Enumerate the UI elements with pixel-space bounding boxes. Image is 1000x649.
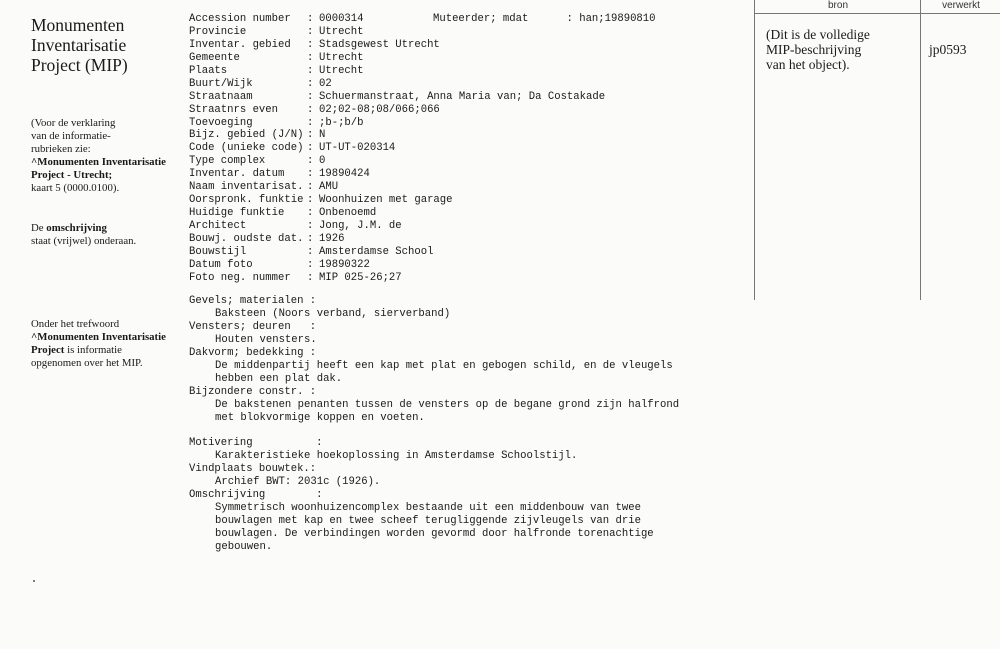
verwerkt-column <box>920 0 1000 300</box>
field-separator: : <box>307 25 314 38</box>
note-line: kaart 5 (0000.0100). <box>31 182 120 194</box>
field-separator: : <box>307 207 314 220</box>
field-separator: : <box>307 181 314 194</box>
record-field-row <box>189 259 749 272</box>
field-label: Oorspronk. funktie <box>189 194 304 207</box>
bron-line: van het object). <box>766 57 850 72</box>
mip-title-line: Project (MIP) <box>31 55 128 75</box>
field-label: Inventar. gebied <box>189 38 291 51</box>
field-separator: : <box>307 38 314 51</box>
field-separator: : <box>307 77 314 90</box>
section-gap <box>189 424 749 437</box>
section-heading: Omschrijving : <box>189 489 323 502</box>
verwerkt-header: verwerkt <box>921 0 1000 14</box>
field-value: 02 <box>319 77 332 90</box>
note-line: rubrieken zie: <box>31 143 91 155</box>
bron-header: bron <box>755 0 921 14</box>
field-value: Utrecht <box>319 25 364 38</box>
record-field-row <box>189 181 749 194</box>
field-separator: : <box>307 64 314 77</box>
field-value: Onbenoemd <box>319 207 377 220</box>
field-label: Bijz. gebied (J/N) <box>189 129 304 142</box>
mip-title-line: Inventarisatie <box>31 35 127 55</box>
field-value: 1926 <box>319 232 345 245</box>
field-label: Inventar. datum <box>189 168 285 181</box>
field-separator: : <box>307 51 314 64</box>
omschrijving-note <box>31 222 181 248</box>
field-value: AMU <box>319 181 339 194</box>
field-value: Utrecht <box>319 51 364 64</box>
record-field-row <box>189 117 749 130</box>
record-field-row <box>189 91 749 104</box>
section-text: De middenpartij heeft een kap met plat en gebogen schild, en de vleugels <box>215 359 673 372</box>
field-label: Datum foto <box>189 258 253 271</box>
record-field-row <box>189 155 749 168</box>
record-field-row <box>189 52 749 65</box>
section-text: gebouwen. <box>215 540 273 553</box>
record-field-row <box>189 65 749 78</box>
field-value: Stadsgewest Utrecht <box>319 38 440 51</box>
muteerder-field: Muteerder; mdat : han;19890810 <box>433 13 656 25</box>
note-line: staat (vrijwel) onderaan. <box>31 235 137 247</box>
note-line: opgenomen over het MIP. <box>31 357 143 369</box>
record-field-row <box>189 194 749 207</box>
field-label: Code (unieke code) <box>189 142 304 155</box>
field-value: ;b-;b/b <box>319 116 364 129</box>
note-line: Project - Utrecht; <box>31 169 113 181</box>
record-field-row <box>189 233 749 246</box>
bron-cell <box>755 14 896 72</box>
field-value: 19890322 <box>319 258 370 271</box>
field-separator: : <box>307 194 314 207</box>
field-separator: : <box>307 103 314 116</box>
field-label: Accession number <box>189 13 291 25</box>
mip-title-line: Monumenten <box>31 15 125 35</box>
section-heading: Motivering : <box>189 437 323 450</box>
section-text: Houten vensters. <box>215 333 317 346</box>
field-label: Straatnrs even <box>189 103 279 116</box>
section-text: De bakstenen penanten tussen de vensters op de begane grond zijn halfrond <box>215 398 680 411</box>
note-text: De <box>31 222 47 234</box>
record-field-row <box>189 39 749 52</box>
record-field-row <box>189 272 749 285</box>
note-line: van de informatie- <box>31 130 111 142</box>
field-label: Naam inventarisat. <box>189 181 304 194</box>
section-text: bouwlagen met kap en twee scheef terugliggende zijvleugels van drie <box>215 515 641 528</box>
field-separator: : <box>307 271 314 284</box>
field-label: Plaats <box>189 64 228 77</box>
field-value: 19890424 <box>319 168 370 181</box>
record-field-row <box>189 104 749 117</box>
note-bold-text: Project <box>31 344 65 356</box>
record-field-row <box>189 168 749 181</box>
field-value: Jong, J.M. de <box>319 220 402 232</box>
note-line: ^Monumenten Inventarisatie <box>31 331 166 343</box>
field-label: Straatnaam <box>189 90 253 103</box>
field-value: UT-UT-020314 <box>319 142 396 155</box>
field-separator: : <box>307 258 314 271</box>
field-label: Gemeente <box>189 51 240 64</box>
field-label: Foto neg. nummer <box>189 271 291 284</box>
note-bold-text: omschrijving <box>46 222 107 234</box>
source-table <box>754 0 1000 300</box>
note-line: Onder het trefwoord <box>31 318 120 330</box>
record-field-row <box>189 246 749 259</box>
field-label: Type complex <box>189 155 266 168</box>
record-field-row <box>189 129 749 142</box>
section-text: Symmetrisch woonhuizencomplex bestaande uit een middenbouw van twee <box>215 502 641 515</box>
section-heading: Gevels; materialen : <box>189 295 317 307</box>
trefwoord-note <box>31 318 181 370</box>
field-label: Toevoeging <box>189 116 253 129</box>
note-text: is informatie <box>64 344 122 356</box>
note-line <box>31 222 181 235</box>
rubrieken-note <box>31 117 181 195</box>
field-separator: : <box>307 13 314 25</box>
description-block <box>189 295 749 554</box>
note-line: ^Monumenten Inventarisatie <box>31 156 166 168</box>
record-fields <box>189 13 749 285</box>
bron-line: (Dit is de volledige <box>766 27 870 42</box>
bron-column <box>754 0 921 300</box>
section-heading: Vindplaats bouwtek.: <box>189 463 317 476</box>
field-separator: : <box>307 232 314 245</box>
bron-line: MIP-beschrijving <box>766 42 862 57</box>
field-label: Provincie <box>189 25 247 38</box>
field-value: Amsterdamse School <box>319 245 434 258</box>
section-text: Archief BWT: 2031c (1926). <box>215 476 381 489</box>
field-label: Bouwstijl <box>189 245 247 258</box>
section-text: bouwlagen. De verbindingen worden gevormd door halfronde torenachtige <box>215 528 654 541</box>
field-value: Woonhuizen met garage <box>319 194 453 207</box>
field-value: 0000314 <box>319 13 364 25</box>
field-label: Architect <box>189 220 247 232</box>
section-heading: Bijzondere constr. : <box>189 385 317 398</box>
section-text: Karakteristieke hoekoplossing in Amsterdamse Schoolstijl. <box>215 450 578 463</box>
field-label: Huidige funktie <box>189 207 285 220</box>
field-separator: : <box>307 116 314 129</box>
scan-speck <box>33 580 35 582</box>
field-value: 0 <box>319 155 326 168</box>
field-separator: : <box>307 90 314 103</box>
record-field-row <box>189 142 749 155</box>
section-text: Baksteen (Noors verband, sierverband) <box>215 307 451 320</box>
section-text: hebben een plat dak. <box>215 372 343 385</box>
section-text: met blokvormige koppen en voeten. <box>215 411 425 424</box>
field-separator: : <box>307 155 314 168</box>
record-field-row <box>189 78 749 91</box>
field-separator: : <box>307 142 314 155</box>
field-list <box>189 13 749 285</box>
section-heading: Vensters; deuren : <box>189 320 317 333</box>
field-value: MIP 025-26;27 <box>319 271 402 284</box>
mip-title <box>31 15 181 75</box>
note-line <box>31 344 181 357</box>
field-separator: : <box>307 168 314 181</box>
verwerkt-cell: jp0593 <box>929 42 967 57</box>
record-field-row <box>189 207 749 220</box>
field-label: Bouwj. oudste dat. <box>189 232 304 245</box>
field-separator: : <box>307 220 314 232</box>
field-value: N <box>319 129 326 142</box>
field-value: Schuermanstraat, Anna Maria van; Da Costakade <box>319 90 606 103</box>
field-label: Buurt/Wijk <box>189 77 253 90</box>
record-field-row <box>189 220 749 233</box>
field-value: 02;02-08;08/066;066 <box>319 103 440 116</box>
field-separator: : <box>307 129 314 142</box>
section-heading: Dakvorm; bedekking : <box>189 346 317 359</box>
note-line: (Voor de verklaring <box>31 117 116 129</box>
field-separator: : <box>307 245 314 258</box>
field-value: Utrecht <box>319 64 364 77</box>
record-field-row <box>189 26 749 39</box>
